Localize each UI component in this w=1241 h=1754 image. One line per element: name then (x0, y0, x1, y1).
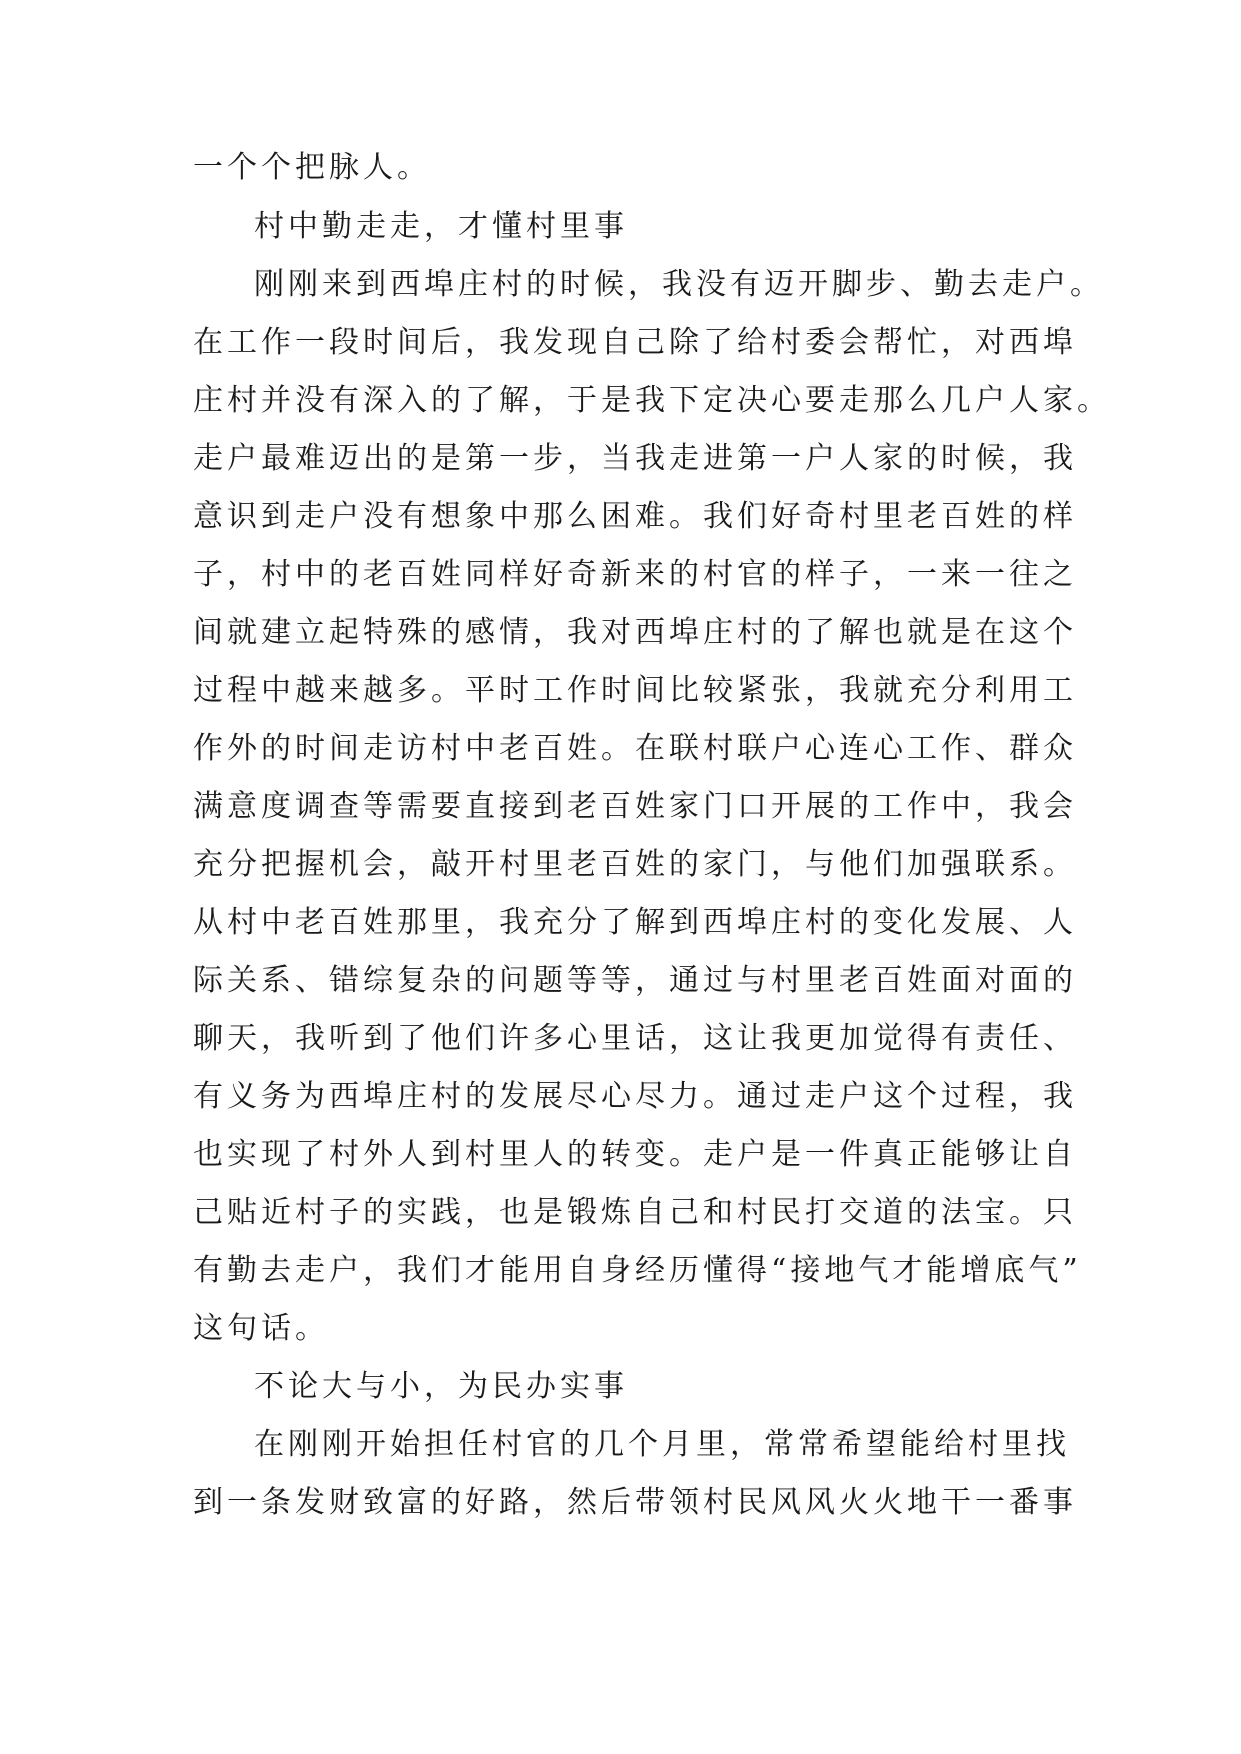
text-line: 有义务为西埠庄村的发展尽心尽力。通过走户这个过程，我 (193, 1079, 1077, 1114)
text-line: 庄村并没有深入的了解，于是我下定决心要走那么几户人家。 (193, 383, 1111, 418)
text-line: 意识到走户没有想象中那么困难。我们好奇村里老百姓的样 (193, 499, 1077, 534)
text-line: 在工作一段时间后，我发现自己除了给村委会帮忙，对西埠 (193, 325, 1077, 360)
text-line: 刚刚来到西埠庄村的时候，我没有迈开脚步、勤去走户。 (254, 267, 1104, 302)
section-heading: 村中勤走走，才懂村里事 (254, 209, 628, 244)
section-heading: 不论大与小，为民办实事 (254, 1369, 628, 1404)
text-line: 际关系、错综复杂的问题等等，通过与村里老百姓面对面的 (193, 963, 1077, 998)
text-line: 一个个把脉人。 (193, 150, 431, 185)
text-line: 在刚刚开始担任村官的几个月里，常常希望能给村里找 (254, 1427, 1070, 1462)
text-line: 走户最难迈出的是第一步，当我走进第一户人家的时候，我 (193, 441, 1077, 476)
text-line: 充分把握机会，敲开村里老百姓的家门，与他们加强联系。 (193, 847, 1077, 882)
text-line: 过程中越来越多。平时工作时间比较紧张，我就充分利用工 (193, 673, 1077, 708)
text-line: 作外的时间走访村中老百姓。在联村联户心连心工作、群众 (193, 731, 1077, 766)
text-line: 从村中老百姓那里，我充分了解到西埠庄村的变化发展、人 (193, 905, 1077, 940)
text-line: 这句话。 (193, 1311, 329, 1346)
text-line: 己贴近村子的实践，也是锻炼自己和村民打交道的法宝。只 (193, 1195, 1077, 1230)
text-line: 间就建立起特殊的感情，我对西埠庄村的了解也就是在这个 (193, 615, 1077, 650)
text-line: 到一条发财致富的好路，然后带领村民风风火火地干一番事 (193, 1485, 1077, 1520)
text-line: 满意度调查等需要直接到老百姓家门口开展的工作中，我会 (193, 789, 1077, 824)
text-line: 聊天，我听到了他们许多心里话，这让我更加觉得有责任、 (193, 1021, 1077, 1056)
text-line: 子，村中的老百姓同样好奇新来的村官的样子，一来一往之 (193, 557, 1077, 592)
text-line: 有勤去走户，我们才能用自身经历懂得“接地气才能增底气” (193, 1253, 1082, 1288)
text-line: 也实现了村外人到村里人的转变。走户是一件真正能够让自 (193, 1137, 1077, 1172)
